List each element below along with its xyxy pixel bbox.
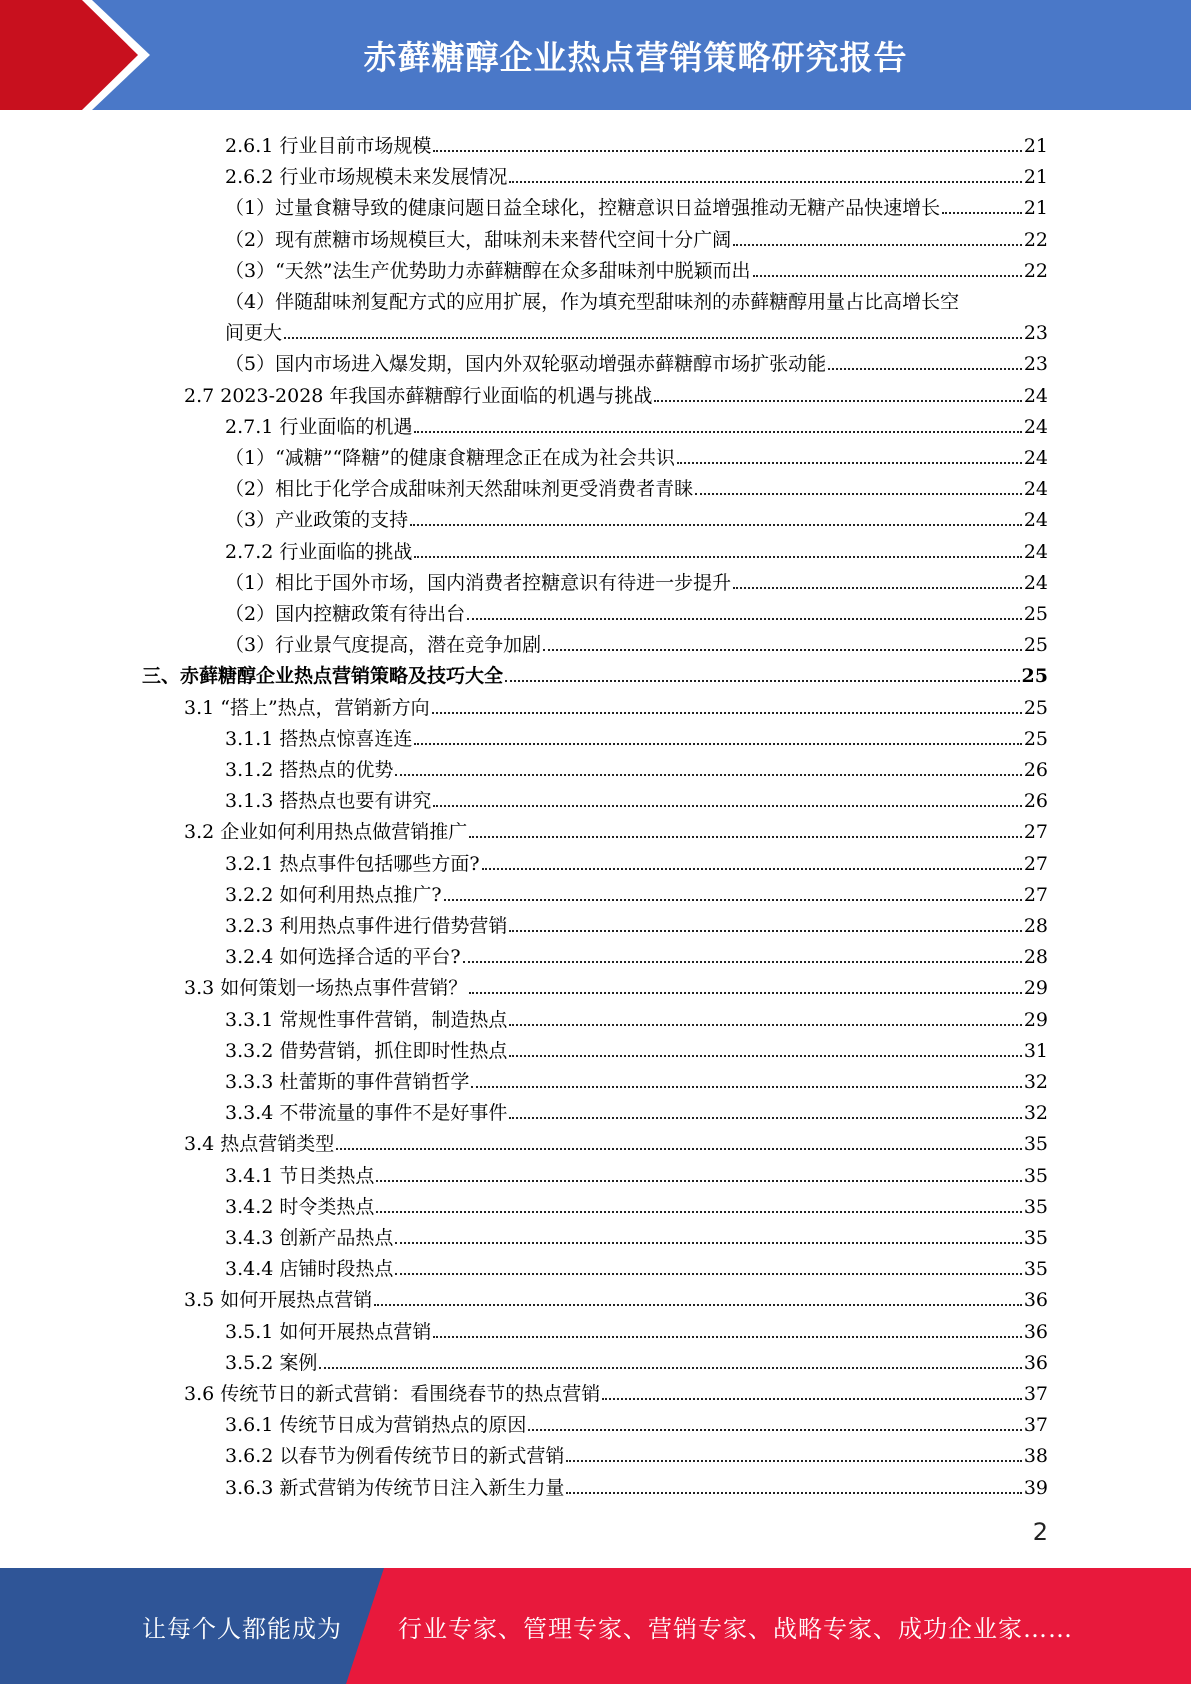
toc-entry-page: 35 (1023, 1164, 1048, 1187)
toc-dot-leader (602, 1398, 1022, 1400)
toc-entry[interactable] (225, 782, 1048, 813)
toc-entry-page: 25 (1023, 727, 1048, 750)
page-footer (0, 1568, 1191, 1684)
toc-entry[interactable] (225, 1157, 1048, 1188)
toc-entry-title: 3.3 如何策划一场热点事件营销？ (184, 977, 468, 1000)
toc-entry[interactable] (225, 907, 1048, 938)
toc-entry[interactable] (225, 189, 1048, 220)
toc-dot-leader (284, 337, 1022, 339)
toc-entry-title: （3）行业景气度提高，潜在竞争加剧 (225, 634, 542, 657)
toc-entry-page: 28 (1023, 915, 1048, 937)
page-number: 2 (1032, 1518, 1048, 1546)
toc-entry-page: 23 (1023, 322, 1048, 345)
toc-entry[interactable] (225, 252, 1048, 283)
toc-dot-leader (336, 1148, 1022, 1150)
toc-entry-title: （1）相比于国外市场，国内消费者控糖意识有待进一步提升 (225, 571, 732, 594)
toc-entry-title: （2）相比于化学合成甜味剂天然甜味剂更受消费者青睐 (225, 478, 694, 501)
toc-entry[interactable] (184, 689, 1048, 720)
toc-dot-leader (395, 774, 1021, 776)
footer-slogan-left: 让每个人都能成为 (142, 1614, 342, 1643)
toc-entry-page: 35 (1023, 1258, 1048, 1281)
toc-dot-leader (482, 868, 1022, 870)
toc-dot-leader (319, 1367, 1021, 1369)
toc-dot-leader (395, 1273, 1021, 1275)
footer-slogan-right: 行业专家、管理专家、营销专家、战略专家、成功企业家…… (398, 1614, 1073, 1643)
toc-entry[interactable] (142, 657, 1048, 688)
toc-entry[interactable] (225, 439, 1048, 470)
toc-entry-title: 2.7 2023-2028 年我国赤藓糖醇行业面临的机遇与挑战 (184, 384, 653, 407)
toc-entry[interactable] (225, 1469, 1048, 1500)
toc-entry[interactable] (225, 845, 1048, 876)
toc-entry[interactable] (225, 1188, 1048, 1219)
toc-entry-page: 25 (1023, 696, 1048, 719)
toc-entry-title: （5）国内市场进入爆发期，国内外双轮驱动增强赤藓糖醇市场扩张动能 (225, 353, 827, 376)
toc-entry[interactable] (225, 1250, 1048, 1281)
toc-entry[interactable] (225, 314, 1048, 345)
toc-entry-page: 29 (1023, 977, 1048, 1000)
toc-entry-title: 3.6.2 以春节为例看传统节日的新式营销 (225, 1445, 565, 1468)
toc-entry-page: 37 (1023, 1383, 1048, 1405)
toc-entry[interactable] (225, 1344, 1048, 1375)
toc-entry-title: 3.2.1 热点事件包括哪些方面? (225, 852, 480, 875)
toc-entry-page: 26 (1023, 759, 1048, 781)
toc-dot-leader (463, 961, 1022, 963)
toc-entry[interactable] (225, 751, 1048, 782)
toc-entry-page: 36 (1023, 1320, 1048, 1343)
toc-entry-title: （2）现有蔗糖市场规模巨大，甜味剂未来替代空间十分广阔 (225, 228, 732, 251)
toc-entry-title: 2.7.1 行业面临的机遇 (225, 415, 413, 438)
toc-entry-title: 3.3.4 不带流量的事件不是好事件 (225, 1102, 508, 1125)
toc-entry-title: 3.4 热点营销类型 (184, 1133, 335, 1156)
toc-entry-page: 25 (1021, 665, 1048, 688)
toc-dot-leader (509, 1117, 1021, 1119)
toc-entry-page: 35 (1023, 1227, 1048, 1249)
toc-dot-leader (414, 743, 1021, 745)
toc-entry-page: 24 (1023, 478, 1048, 501)
toc-entry-title: （4）伴随甜味剂复配方式的应用扩展，作为填充型甜味剂的赤藓糖醇用量占比高增长空 (225, 291, 960, 313)
toc-dot-leader (828, 368, 1022, 370)
toc-entry-page: 24 (1023, 571, 1048, 594)
toc-dot-leader (509, 930, 1021, 932)
toc-entry[interactable] (225, 501, 1048, 532)
toc-entry[interactable] (225, 876, 1048, 907)
toc-entry-title: 2.7.2 行业面临的挑战 (225, 540, 413, 563)
toc-entry-page: 23 (1023, 353, 1048, 376)
toc-entry[interactable] (225, 158, 1048, 189)
toc-dot-leader (753, 275, 1022, 277)
toc-entry-page: 27 (1023, 852, 1048, 875)
toc-entry[interactable] (225, 1437, 1048, 1468)
toc-entry[interactable] (225, 221, 1048, 252)
toc-entry[interactable] (184, 1281, 1048, 1312)
toc-entry[interactable] (225, 1032, 1048, 1063)
toc-dot-leader (566, 1492, 1021, 1494)
toc-dot-leader (433, 1336, 1021, 1338)
toc-entry-page: 25 (1023, 634, 1048, 657)
toc-entry[interactable] (225, 533, 1048, 564)
toc-dot-leader (942, 212, 1022, 214)
toc-entry-page: 26 (1023, 790, 1048, 813)
toc-entry-page: 22 (1023, 259, 1048, 282)
toc-entry[interactable] (184, 377, 1048, 408)
toc-entry-page: 27 (1023, 883, 1048, 906)
toc-entry-title: 3.4.4 店铺时段热点 (225, 1258, 394, 1281)
toc-entry-page: 35 (1023, 1195, 1048, 1218)
toc-entry[interactable] (225, 1063, 1048, 1094)
toc-entry[interactable] (184, 969, 1048, 1000)
toc-entry-title: 3.6.1 传统节日成为营销热点的原因 (225, 1414, 527, 1437)
toc-entry-page: 28 (1023, 946, 1048, 969)
toc-entry-title: 3.4.3 创新产品热点 (225, 1227, 394, 1249)
toc-entry-title: 2.6.2 行业市场规模未来发展情况 (225, 166, 508, 189)
toc-dot-leader (695, 493, 1022, 495)
toc-entry-page: 38 (1023, 1445, 1048, 1468)
toc-entry-page: 27 (1023, 821, 1048, 844)
toc-entry-page: 24 (1023, 447, 1048, 469)
toc-dot-leader (471, 1086, 1021, 1088)
toc-entry-page: 24 (1023, 384, 1048, 407)
toc-entry-title: 3.5.1 如何开展热点营销 (225, 1320, 432, 1343)
toc-entry-page: 36 (1023, 1351, 1048, 1374)
report-title: 赤藓糖醇企业热点营销策略研究报告 (363, 37, 908, 77)
toc-entry[interactable] (225, 626, 1048, 657)
toc-entry[interactable] (225, 1313, 1048, 1344)
toc-dot-leader (395, 1242, 1021, 1244)
toc-entry-page: 24 (1023, 415, 1048, 438)
toc-dot-leader (566, 1460, 1021, 1462)
toc-entry-page: 21 (1023, 197, 1048, 220)
toc-entry-page: 22 (1023, 228, 1048, 251)
toc-entry[interactable] (225, 595, 1048, 626)
toc-entry[interactable] (225, 345, 1048, 376)
toc-dot-leader (733, 587, 1022, 589)
toc-entry[interactable] (225, 1406, 1048, 1437)
toc-dot-leader (509, 1055, 1021, 1057)
toc-entry-title: （2）国内控糖政策有待出台 (225, 603, 466, 625)
toc-entry[interactable] (225, 1094, 1048, 1125)
toc-dot-leader (528, 1429, 1021, 1431)
toc-entry-page: 21 (1023, 135, 1048, 157)
toc-dot-leader (432, 712, 1022, 714)
toc-entry-page: 21 (1023, 166, 1048, 189)
toc-entry-page: 31 (1023, 1039, 1048, 1062)
toc-dot-leader (433, 150, 1021, 152)
toc-entry-title: 3.2.3 利用热点事件进行借势营销 (225, 915, 508, 937)
toc-dot-leader (543, 649, 1022, 651)
toc-entry-title: 3.2.4 如何选择合适的平台? (225, 946, 461, 969)
toc-dot-leader (376, 1180, 1021, 1182)
toc-entry-page: 29 (1023, 1008, 1048, 1031)
toc-entry-title: 3.5.2 案例 (225, 1351, 318, 1374)
toc-entry-title: 3.1.2 搭热点的优势 (225, 759, 394, 781)
toc-entry-page: 35 (1023, 1133, 1048, 1156)
toc-entry[interactable] (225, 470, 1048, 501)
toc-entry-page: 37 (1023, 1414, 1048, 1437)
toc-entry-title: 3.4.2 时令类热点 (225, 1195, 375, 1218)
toc-entry-page: 36 (1023, 1289, 1048, 1312)
toc-entry-title: 3.5 如何开展热点营销 (184, 1289, 373, 1312)
page-header (0, 0, 1191, 110)
toc-entry-title: 3.3.2 借势营销，抓住即时性热点 (225, 1039, 508, 1062)
toc-entry-title: （3）产业政策的支持 (225, 509, 409, 532)
toc-entry[interactable] (184, 1375, 1048, 1406)
toc-dot-leader (410, 524, 1022, 526)
header-red-arrow-decoration (0, 0, 150, 110)
toc-dot-leader (374, 1304, 1022, 1306)
toc-entry[interactable] (225, 1001, 1048, 1032)
toc-entry-page: 24 (1023, 509, 1048, 532)
toc-entry-title: 3.1 “搭上”热点，营销新方向 (184, 696, 430, 719)
toc-dot-leader (469, 836, 1022, 838)
toc-entry-title: 3.2.2 如何利用热点推广? (225, 883, 442, 906)
toc-entry-title: 2.6.1 行业目前市场规模 (225, 135, 432, 157)
toc-dot-leader (414, 431, 1021, 433)
toc-entry-title: （3）“天然”法生产优势助力赤藓糖醇在众多甜味剂中脱颖而出 (225, 259, 751, 282)
toc-entry-title: 间更大 (225, 322, 283, 345)
toc-dot-leader (509, 1024, 1021, 1026)
toc-entry-page: 39 (1023, 1476, 1048, 1499)
toc-entry[interactable] (225, 1219, 1048, 1250)
toc-dot-leader (433, 805, 1021, 807)
toc-entry[interactable] (225, 938, 1048, 969)
toc-entry[interactable] (225, 564, 1048, 595)
toc-entry-title: 3.3.3 杜蕾斯的事件营销哲学 (225, 1071, 470, 1093)
toc-entry[interactable] (184, 813, 1048, 844)
toc-dot-leader (677, 462, 1022, 464)
toc-entry[interactable] (225, 127, 1048, 158)
toc-entry-title: 3.4.1 节日类热点 (225, 1164, 375, 1187)
toc-dot-leader (733, 244, 1022, 246)
toc-dot-leader (444, 899, 1022, 901)
toc-entry[interactable] (225, 720, 1048, 751)
toc-entry[interactable] (225, 283, 1048, 314)
toc-entry-title: 3.1.3 搭热点也要有讲究 (225, 790, 432, 813)
toc-entry-title: 3.2 企业如何利用热点做营销推广 (184, 821, 468, 844)
toc-entry-page: 32 (1023, 1071, 1048, 1093)
toc-dot-leader (654, 400, 1021, 402)
toc-entry-title: （1）过量食糖导致的健康问题日益全球化，控糖意识日益增强推动无糖产品快速增长 (225, 197, 941, 220)
toc-entry-page: 25 (1023, 603, 1048, 625)
toc-entry[interactable] (184, 1125, 1048, 1156)
toc-entry-page: 32 (1023, 1102, 1048, 1125)
toc-entry-title: （1）“减糖”“降糖”的健康食糖理念正在成为社会共识 (225, 447, 675, 469)
toc-dot-leader (376, 1211, 1021, 1213)
toc-entry-title: 3.3.1 常规性事件营销，制造热点 (225, 1008, 508, 1031)
toc-entry[interactable] (225, 408, 1048, 439)
toc-entry-title: 3.6.3 新式营销为传统节日注入新生力量 (225, 1476, 565, 1499)
toc-entry-title: 3.1.1 搭热点惊喜连连 (225, 727, 413, 750)
toc-entry-page: 24 (1023, 540, 1048, 563)
toc-dot-leader (467, 618, 1022, 620)
toc-dot-leader (509, 181, 1021, 183)
toc-entry-title: 三、赤藓糖醇企业热点营销策略及技巧大全 (142, 665, 504, 688)
toc-dot-leader (505, 680, 1020, 682)
toc-dot-leader (469, 992, 1022, 994)
toc-entry-title: 3.6 传统节日的新式营销：看围绕春节的热点营销 (184, 1383, 601, 1405)
toc-dot-leader (414, 556, 1021, 558)
